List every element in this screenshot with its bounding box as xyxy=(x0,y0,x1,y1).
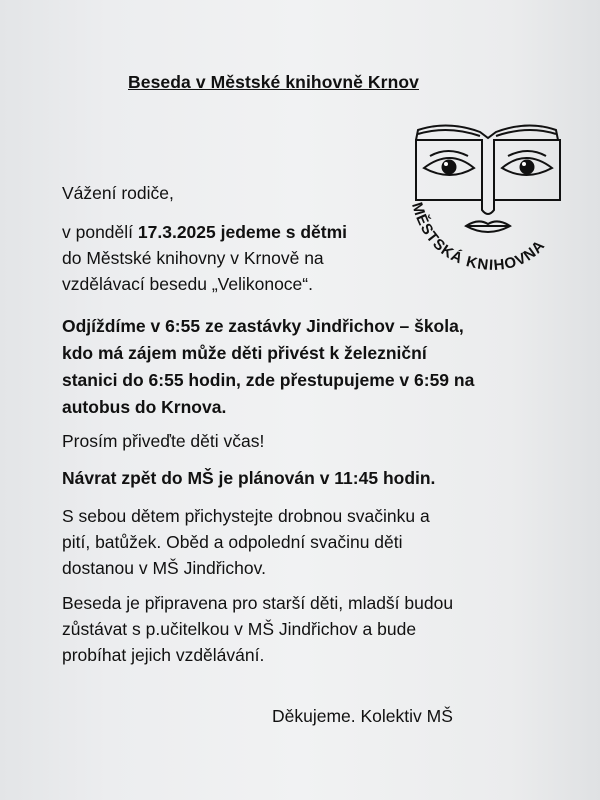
paragraph-line: kdo má zájem může děti přivést k železniční xyxy=(62,343,427,363)
svg-text:MĚSTSKÁ KNIHOVNA xyxy=(408,200,549,274)
salutation: Vážení rodiče, xyxy=(62,183,174,203)
document-title: Beseda v Městské knihovně Krnov xyxy=(128,72,419,92)
paragraph-line xyxy=(62,219,347,245)
paragraph-return: Návrat zpět do MŠ je plánován v 11:45 hodin. xyxy=(62,468,436,488)
logo-text: MĚSTSKÁ KNIHOVNA xyxy=(408,200,549,275)
paragraph-line: do Městské knihovny v Krnově na xyxy=(62,248,324,268)
paragraph-on-time: Prosím přiveďte děti včas! xyxy=(62,431,265,451)
paragraph-line: Odjíždíme v 6:55 ze zastávky Jindřichov – škola, xyxy=(62,316,464,336)
paragraph-line: pití, batůžek. Oběd a odpolední svačinu děti xyxy=(62,532,403,552)
paragraph-trip-date xyxy=(62,219,347,297)
signature: Děkujeme. Kolektiv MŠ xyxy=(272,706,453,726)
paragraph-line: vzdělávací besedu „Velikonoce“. xyxy=(62,274,313,294)
library-book-face-icon xyxy=(408,118,568,278)
paragraph-line: S sebou dětem přichystejte drobnou svačinku a xyxy=(62,506,430,526)
paragraph-snack xyxy=(62,503,430,581)
paragraph-line: Beseda je připravena pro starší děti, mladší budou xyxy=(62,593,454,613)
date-prefix: v pondělí xyxy=(62,222,138,242)
paragraph-line: stanici do 6:55 hodin, zde přestupujeme v 6:59 na xyxy=(62,370,475,390)
paragraph-departure xyxy=(62,313,474,421)
paragraph-line: autobus do Krnova. xyxy=(62,397,227,417)
paragraph-line: zůstávat s p.učitelkou v MŠ Jindřichov a bude xyxy=(62,619,417,639)
paragraph-line: dostanou v MŠ Jindřichov. xyxy=(62,558,266,578)
paragraph-line: probíhat jejich vzdělávání. xyxy=(62,645,265,665)
date-highlight: 17.3.2025 jedeme s dětmi xyxy=(137,222,348,242)
paragraph-younger-children xyxy=(62,590,453,668)
